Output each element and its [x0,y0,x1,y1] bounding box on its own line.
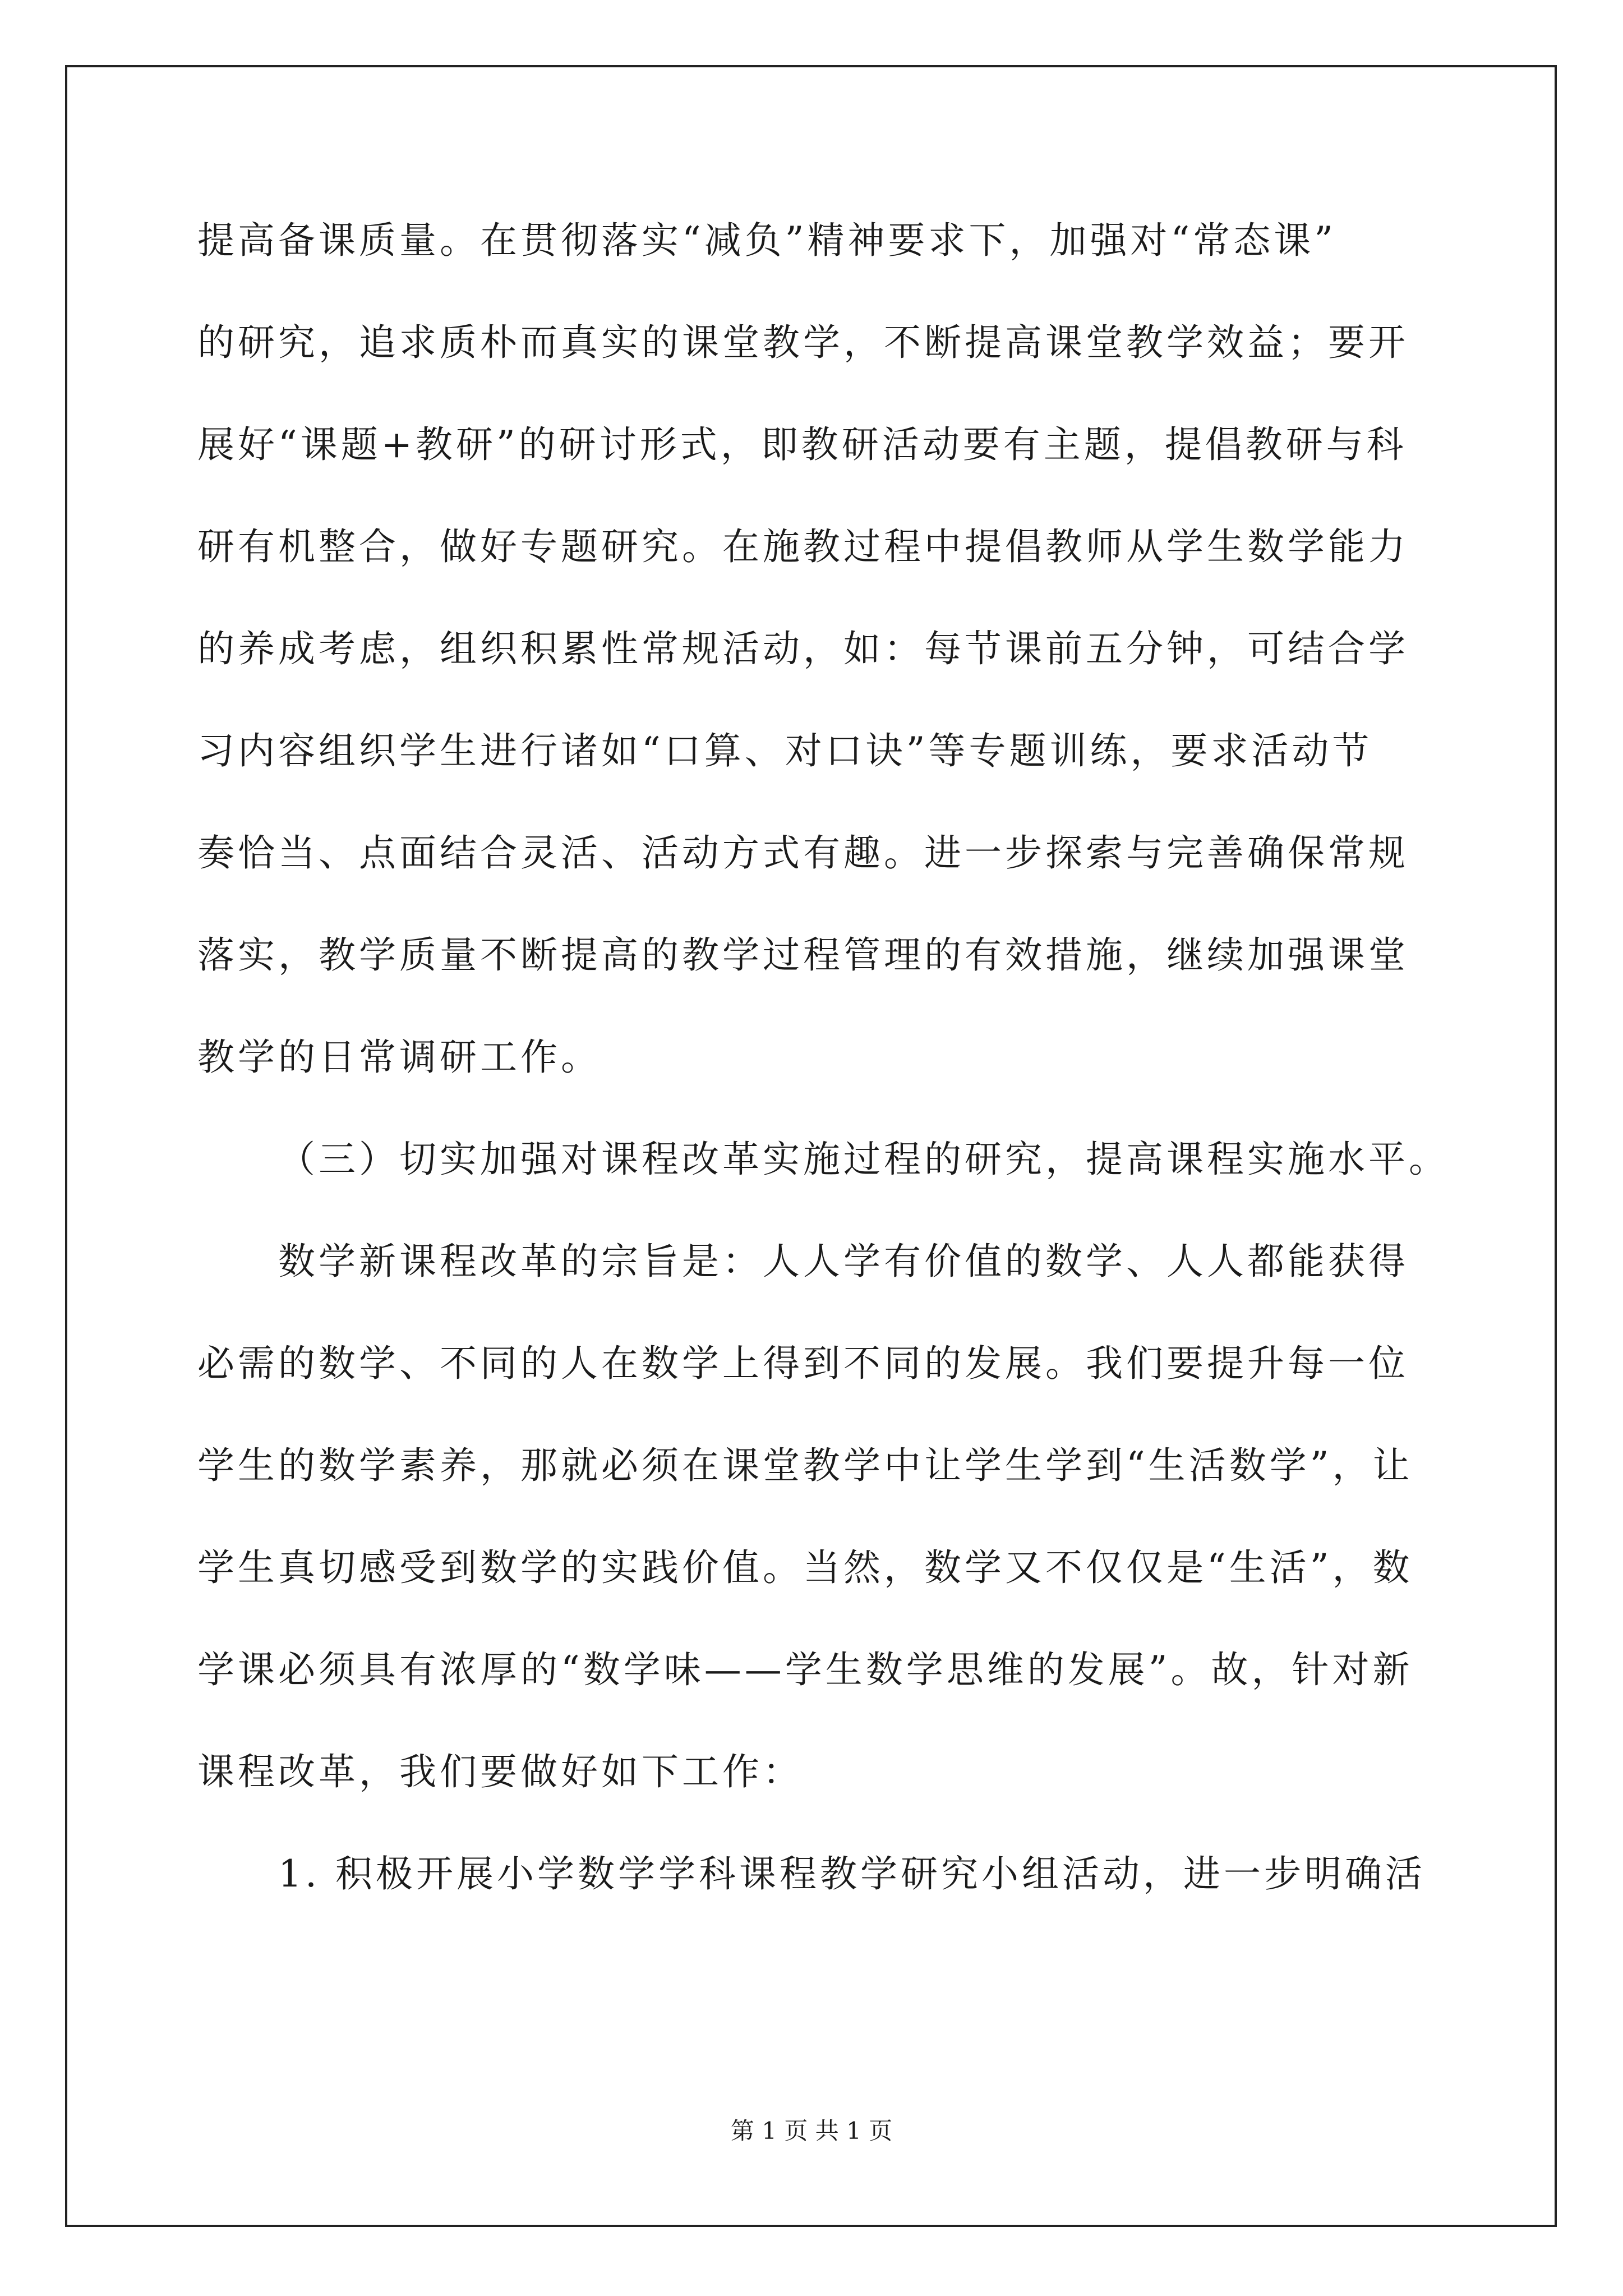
paragraph-line: 数学新课程改革的宗旨是：人人学有价值的数学、人人都能获得 [278,1240,1409,1283]
paragraph-line: 落实，教学质量不断提高的教学过程管理的有效措施，继续加强课堂 [197,933,1409,977]
paragraph-line: 习内容组织学生进行诸如“口算、对口诀”等专题训练，要求活动节 [197,729,1373,772]
paragraph-line: 学课必须具有浓厚的“数学味——学生数学思维的发展”。故，针对新 [197,1648,1413,1691]
paragraph-line: 提高备课质量。在贯彻落实“减负”精神要求下，加强对“常态课” [197,219,1336,262]
paragraph-line: 学生的数学素养，那就必须在课堂教学中让学生学到“生活数学”，让 [197,1444,1413,1487]
section-heading: （三）切实加强对课程改革实施过程的研究，提高课程实施水平。 [278,1138,1449,1181]
paragraph-line: 教学的日常调研工作。 [197,1036,601,1079]
paragraph-line: 奏恰当、点面结合灵活、活动方式有趣。进一步探索与完善确保常规 [197,831,1409,875]
paragraph-line: 的养成考虑，组织积累性常规活动，如：每节课前五分钟，可结合学 [197,627,1409,670]
paragraph-line: 的研究，追求质朴而真实的课堂教学，不断提高课堂教学效益；要开 [197,321,1409,364]
list-item: 1. 积极开展小学数学学科课程教学研究小组活动，进一步明确活 [278,1852,1426,1895]
paragraph-line: 展好“课题+教研”的研讨形式，即教研活动要有主题，提倡教研与科 [197,423,1407,466]
paragraph-line: 必需的数学、不同的人在数学上得到不同的发展。我们要提升每一位 [197,1342,1409,1385]
paragraph-line: 学生真切感受到数学的实践价值。当然，数学又不仅仅是“生活”，数 [197,1546,1413,1589]
page-footer: 第 1 页 共 1 页 [730,2117,893,2145]
paragraph-line: 课程改革，我们要做好如下工作： [197,1750,803,1793]
paragraph-line: 研有机整合，做好专题研究。在施教过程中提倡教师从学生数学能力 [197,525,1409,568]
